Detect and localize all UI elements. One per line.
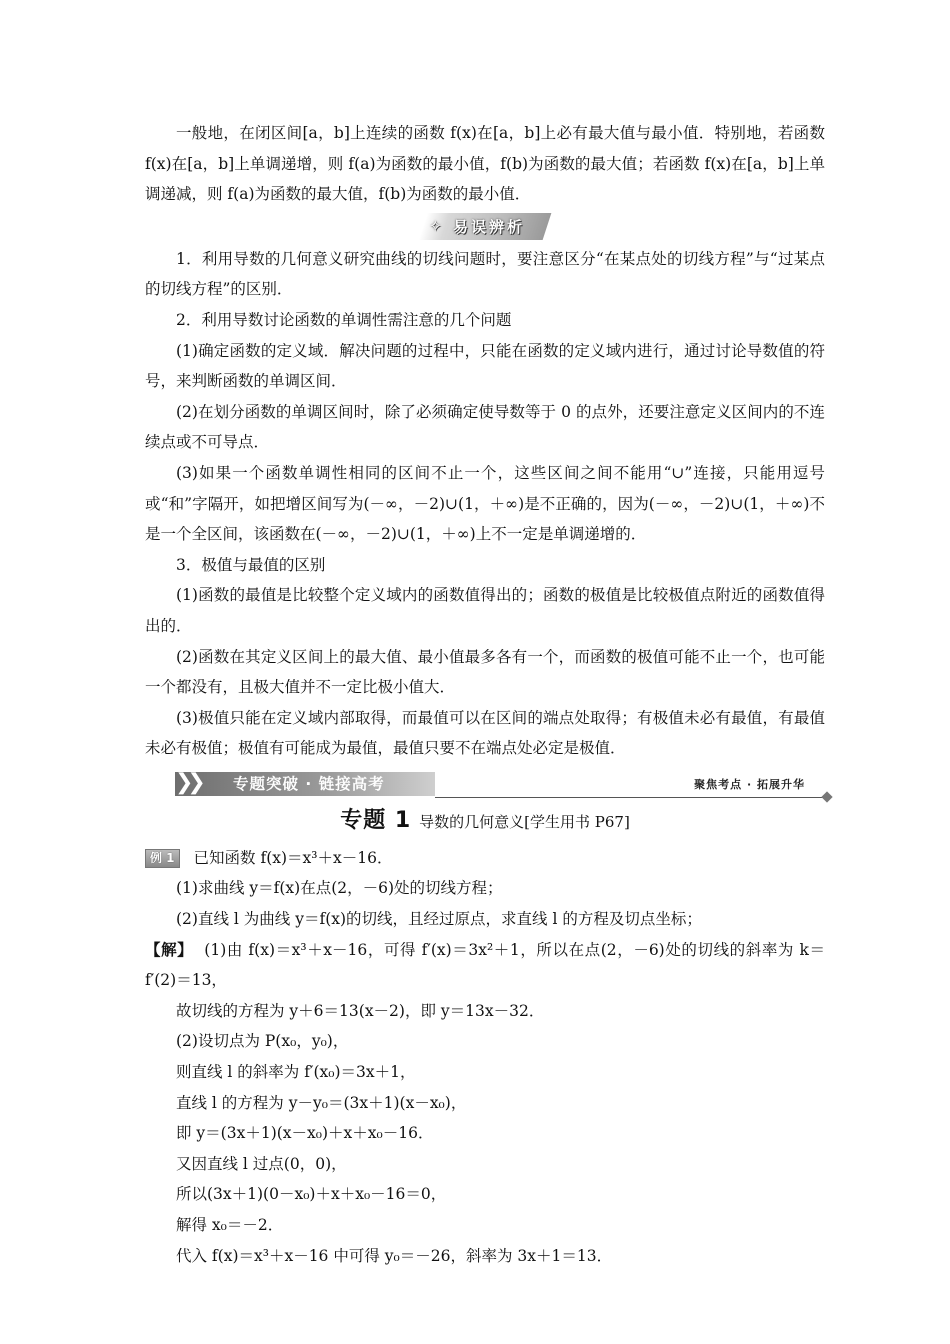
example-question-1: (1)求曲线 y＝f(x)在点(2，－6)处的切线方程； [176, 879, 503, 898]
solution-line-4: 则直线 l 的斜率为 f′(x₀)＝3x＋1， [176, 1063, 416, 1082]
example-question-2: (2)直线 l 为曲线 y＝f(x)的切线，且经过原点，求直线 l 的方程及切点坐标； [176, 910, 702, 929]
topic-subtitle: 导数的几何意义[学生用书 P67] [419, 812, 630, 831]
double-chevron-icon: ❯❯ [175, 769, 200, 795]
errors-section-title: 易误辨析 [452, 218, 525, 237]
error-item-2-2: (2)在划分函数的单调区间时，除了必须确定使导数等于 0 的点外，还要注意定义区间内的不连续点或不可导点． [145, 402, 825, 452]
topic-banner-left-text: 专题突破 · 链接高考 [233, 774, 385, 793]
solution-line-2: 故切线的方程为 y＋6＝13(x－2)，即 y＝13x－32． [176, 1001, 545, 1020]
document-page [145, 118, 825, 1271]
errors-section-tag [419, 213, 552, 240]
errors-section-banner [145, 210, 825, 244]
sparkle-icon: ✧ [429, 217, 445, 236]
error-item-3-3: (3)极值只能在定义域内部取得，而最值可以在区间的端点处取得；有极值未必有最值，有最值未必有极值；极值有可能成为最值，最值只要不在端点处必定是极值． [145, 708, 825, 758]
solution-line-9: 解得 x₀＝－2． [176, 1216, 284, 1234]
example-label: 例 1 [145, 849, 180, 868]
topic-banner-right-text: 聚焦考点 · 拓展升华 [694, 777, 805, 791]
error-item-1: 1．利用导数的几何意义研究曲线的切线问题时，要注意区分“在某点处的切线方程”与“过某点的切线方程”的区别． [145, 249, 825, 299]
solution-line-6: 即 y＝(3x＋1)(x－x₀)＋x＋x₀－16． [176, 1124, 434, 1143]
topic-heading [145, 804, 825, 839]
solution-line-10: 代入 f(x)＝x³＋x－16 中可得 y₀＝－26，斜率为 3x＋1＝13． [176, 1246, 613, 1265]
solution-line-3: (2)设切点为 P(x₀，y₀)， [176, 1032, 349, 1051]
solution-line-1 [145, 935, 825, 996]
error-item-3: 3．极值与最值的区别 [176, 555, 326, 574]
topic-banner-rule [435, 797, 825, 798]
solution-text-1: (1)由 f(x)＝x³＋x－16，可得 f′(x)＝3x²＋1，所以在点(2，－6)处的切线的斜率为 k＝f′(2)＝13， [145, 940, 825, 990]
error-item-2-1: (1)确定函数的定义域．解决问题的过程中，只能在函数的定义域内进行，通过讨论导数值的符号，来判断函数的单调区间． [145, 341, 825, 391]
solution-label: 【解】 [145, 939, 194, 959]
topic-banner [145, 768, 825, 802]
example-stem-line [145, 843, 825, 874]
error-item-3-1: (1)函数的最值是比较整个定义域内的函数值得出的；函数的极值是比较极值点附近的函数值得出的． [145, 586, 825, 635]
intro-paragraph: 一般地，在闭区间[a，b]上连续的函数 f(x)在[a，b]上必有最大值与最小值．特别地，若函数 f(x)在[a，b]上单调递增，则 f(a)为函数的最小值，f(b)为函数的最大值；若函数 f(x)在[a，b]上单调递减，则 f(a)为函数的最大值，f(b)为函数的最小值． [145, 124, 825, 204]
solution-line-5: 直线 l 的方程为 y－y₀＝(3x＋1)(x－x₀)， [176, 1093, 467, 1112]
error-item-3-2: (2)函数在其定义区间上的最大值、最小值最多各有一个，而函数的极值可能不止一个，也可能一个都没有，且极大值并不一定比极小值大． [145, 647, 825, 697]
error-item-2: 2．利用导数讨论函数的单调性需注意的几个问题 [176, 310, 512, 329]
solution-line-8: 所以(3x＋1)(0－x₀)＋x＋x₀－16＝0， [176, 1185, 447, 1204]
example-stem: 已知函数 f(x)＝x³＋x－16． [193, 848, 393, 867]
error-item-2-3: (3)如果一个函数单调性相同的区间不止一个，这些区间之间不能用“∪”连接，只能用逗号或“和”字隔开，如把增区间写为(－∞，－2)∪(1，＋∞)是不正确的，因为(－∞，－2)∪(1，＋∞)不是一个全区间，该函数在(－∞，－2)∪(1，＋∞)上不一定是单调递增的． [145, 463, 825, 544]
diamond-icon [821, 791, 832, 802]
topic-title: 专题 1 [340, 807, 412, 833]
solution-line-7: 又因直线 l 过点(0，0)， [176, 1154, 347, 1173]
